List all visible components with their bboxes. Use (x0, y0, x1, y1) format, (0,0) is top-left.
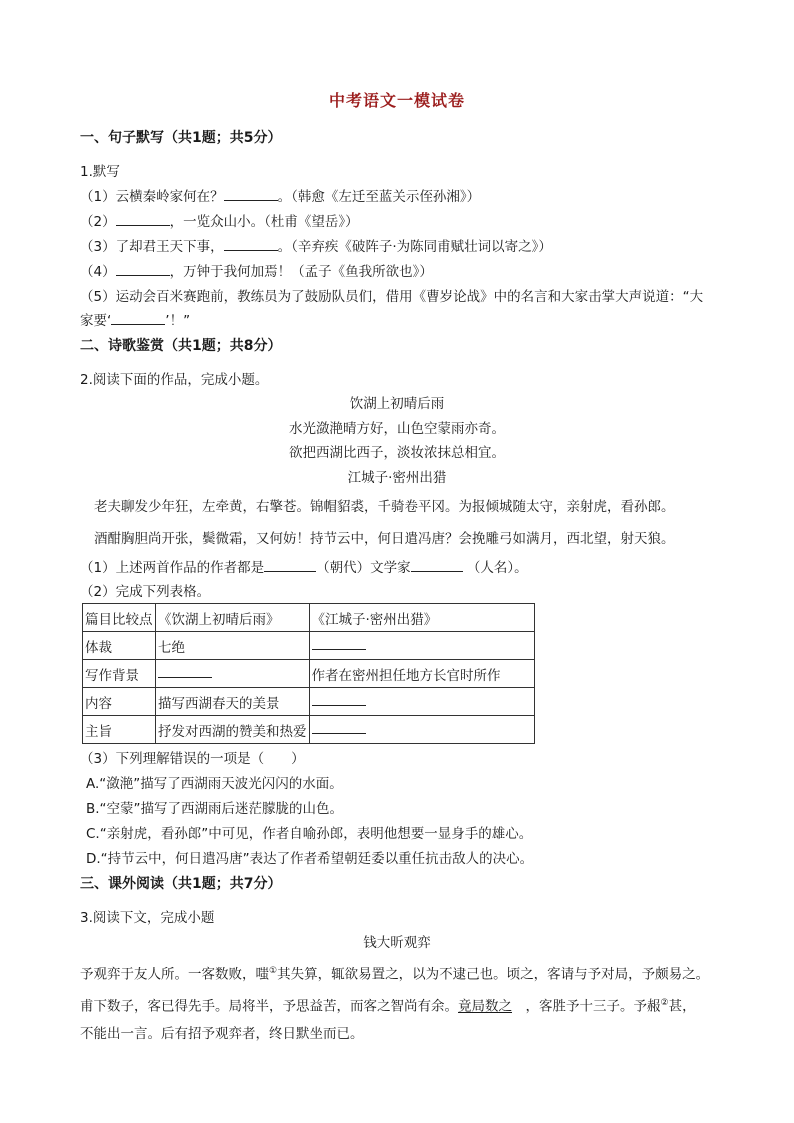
q1-item-4-post: ，万钟于我何加焉！（孟子《鱼我所欲也》） (169, 264, 433, 280)
table-cell: 七绝 (156, 632, 310, 660)
poem-1-line-2: 欲把西湖比西子，淡妆浓抹总相宜。 (289, 445, 505, 461)
q1-item-5-line-2 (80, 312, 190, 330)
answer-blank[interactable] (312, 637, 366, 650)
q1-item-4-pre: （4） (80, 264, 116, 280)
q2-sub-2: （2）完成下列表格。 (80, 584, 211, 600)
answer-blank[interactable] (224, 188, 278, 201)
q1-item-3-post: 。（辛弃疾《破阵子·为陈同甫赋壮词以寄之》） (277, 239, 552, 255)
q1-item-3-pre: （3）了却君王天下事， (80, 239, 224, 255)
q2-sub-1-b: （朝代）文学家 (316, 560, 411, 576)
comparison-table (82, 603, 535, 744)
answer-blank[interactable] (158, 665, 212, 678)
page-title: 中考语文一模试卷 (328, 91, 465, 110)
passage-text: 甫下数子，客已得先手。局将半，予思益苦，而客之智尚有余。 (80, 998, 458, 1015)
answer-blank[interactable] (111, 312, 165, 325)
q1-item-1-pre: （1）云横秦岭家何在？ (80, 189, 224, 205)
q1-item-2-pre: （2） (80, 214, 116, 230)
passage-line-2 (80, 994, 696, 1016)
passage-line-3: 不能出一言。后有招予观弈者，终日默坐而已。 (80, 1026, 364, 1042)
option-b[interactable]: B.“空蒙”描写了西湖雨后迷茫朦胧的山色。 (86, 801, 344, 817)
q1-item-5-line-1: （5）运动会百米赛跑前，教练员为了鼓励队员们，借用《曹岁论战》中的名言和大家击掌大声说道：“大 (80, 289, 704, 305)
q1-item-1 (80, 188, 480, 206)
passage-text: 其失算，辄欲易置之，以为不逮己也。顷之，客请与予对局，予颇易之。 (277, 966, 710, 983)
q1-item-5-pre: 家要‘ (80, 313, 112, 329)
section-1-heading: 一、句子默写（共1题；共5分） (80, 130, 282, 146)
table-cell: 描写西湖春天的美景 (156, 688, 310, 716)
table-row (83, 632, 535, 660)
table-row (83, 688, 535, 716)
footnote-marker: ① (269, 966, 278, 976)
table-cell: 写作背景 (83, 660, 156, 688)
q2-sub-1-a: （1）上述两首作品的作者都是 (80, 560, 265, 576)
table-cell-blank[interactable] (156, 660, 310, 688)
q1-item-1-post: 。（韩愈《左迁至蓝关示侄孙湘》） (277, 189, 481, 205)
answer-blank[interactable] (312, 693, 366, 706)
section-3-heading: 三、课外阅读（共1题；共7分） (80, 876, 282, 892)
q2-sub-1-c: （人名）。 (462, 560, 528, 576)
q1-item-2-post: ，一览众山小。（杜甫《望岳》） (169, 214, 359, 230)
passage-text: 甚， (668, 998, 696, 1015)
table-row (83, 604, 535, 632)
footnote-marker: ② (660, 998, 669, 1008)
answer-blank[interactable] (411, 559, 463, 572)
q1-item-3 (80, 238, 552, 256)
passage-title: 钱大昕观弈 (363, 935, 431, 951)
section-2-heading: 二、诗歌鉴赏（共1题；共8分） (80, 338, 282, 354)
table-cell: 作者在密州担任地方长官时所作 (309, 660, 534, 688)
option-c[interactable]: C.“亲射虎，看孙郎”中可见，作者自喻孙郎，表明他想要一显身手的雄心。 (86, 826, 533, 842)
poem-2-title: 江城子·密州出猎 (347, 470, 447, 486)
table-cell: 《江城子·密州出猎》 (309, 604, 534, 632)
answer-blank[interactable] (312, 721, 366, 734)
answer-blank[interactable] (264, 559, 316, 572)
answer-blank[interactable] (116, 213, 170, 226)
poem-1-line-1: 水光潋滟晴方好，山色空蒙雨亦奇。 (289, 421, 505, 437)
answer-blank[interactable] (116, 263, 170, 276)
table-cell: 内容 (83, 688, 156, 716)
passage-text: 予观弈于友人所。一客数败，嗤 (80, 966, 269, 983)
table-cell: 体裁 (83, 632, 156, 660)
question-3: 3.阅读下文，完成小题 (80, 910, 215, 926)
table-cell: 篇目比较点 (83, 604, 156, 632)
table-cell: 主旨 (83, 716, 156, 744)
table-cell-blank[interactable] (309, 632, 534, 660)
poem-1-title: 饮湖上初晴后雨 (349, 396, 445, 412)
table-cell: 抒发对西湖的赞美和热爱 (156, 716, 310, 744)
table-row (83, 716, 535, 744)
q1-item-2 (80, 213, 359, 231)
q1-item-4 (80, 263, 433, 281)
table-cell-blank[interactable] (309, 716, 534, 744)
answer-blank[interactable] (224, 238, 278, 251)
option-d[interactable]: D.“持节云中，何日遣冯唐”表达了作者希望朝廷委以重任抗击敌人的决心。 (86, 851, 534, 867)
poem-2-stanza-2: 酒酣胸胆尚开张，鬓微霜，又何妨！持节云中，何日遣冯唐？会挽雕弓如满月，西北望，射天狼。 (94, 531, 675, 547)
poem-2-stanza-1: 老夫聊发少年狂，左牵黄，右擎苍。锦帽貂裘，千骑卷平冈。为报倾城随太守，亲射虎，看孙郎。 (94, 499, 675, 515)
table-row (83, 660, 535, 688)
table-cell: 《饮湖上初晴后雨》 (156, 604, 310, 632)
question-2: 2.阅读下面的作品，完成小题。 (80, 372, 269, 388)
underlined-phrase: 竟局数之 (458, 998, 512, 1015)
q2-sub-1 (80, 559, 528, 577)
table-cell-blank[interactable] (309, 688, 534, 716)
passage-text: ，客胜予十三子。予赧 (512, 998, 661, 1015)
q1-item-5-post: ’！” (165, 313, 191, 329)
question-1: 1.默写 (80, 164, 120, 180)
option-a[interactable]: A.“潋滟”描写了西湖雨天波光闪闪的水面。 (86, 776, 343, 792)
q2-sub-3: （3）下列理解错误的一项是（ ） (80, 751, 305, 767)
passage-line-1 (80, 962, 709, 984)
